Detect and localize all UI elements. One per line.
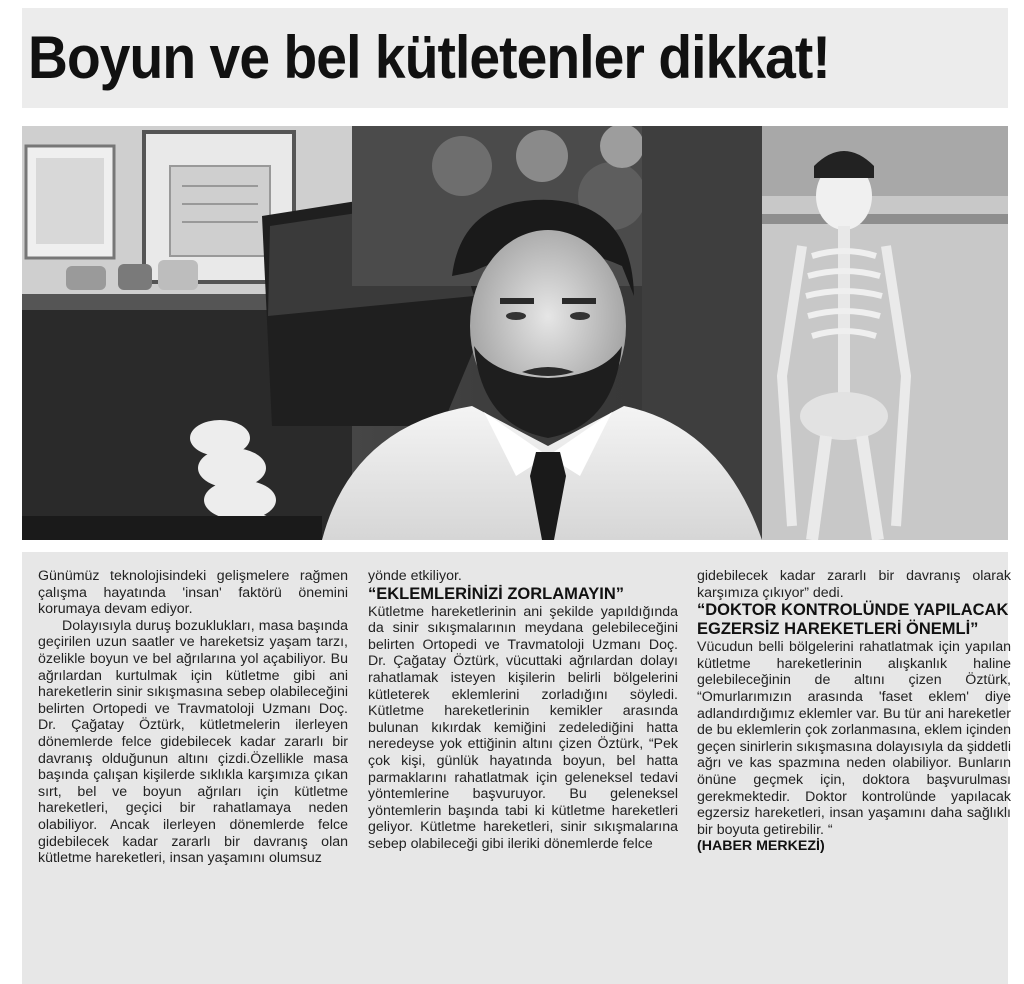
photo-illustration [22, 126, 1008, 540]
subheading: “DOKTOR KONTROLÜNDE YAPILACAK EGZERSİZ HAREKETLERİ ÖNEMLİ” [697, 601, 1009, 639]
author-credit: (HABER MERKEZİ) [697, 838, 825, 855]
headline: Boyun ve bel kütletenler dikkat! [28, 24, 830, 91]
paragraph: Kütletme hareketlerinin ani şekilde yapıldığında da sinir sıkışmalarının meydana gelebileceğini belirten Ortopedi ve Travmatoloji Uzmanı Doç. Dr. Çağatay Öztürk, vücuttaki ağrılardan dolayı rahatlamak isteyen kişilerin belirli bölgelerini kütleterek eklemlerini zorladığını söyledi. Kütletme hareketlerinin kemikler arasında bulunan kıkırdak kemiğini zedelediğini hatta neredeyse yok ettiğinin altını çizen Öztürk, “Pek çok kişi, günlük hayatında boyun, bel hatta parmaklarını rahatlatmak için geleneksel tedavi yöntemlerine başvuruyor. Bu geleneksel yöntemlerin başında tabi ki kütletme hareketleri geliyor. Kütletme hareketleri, sinir sıkışmalarına sebep olabileceği gibi ileriki dönemlerde felce [368, 603, 678, 852]
paragraph: Vücudun belli bölgelerini rahatlatmak için yapılan kütletme hareketlerinin alışkanlık haline gelebileceğinin de altını çizen Öztürk, “Omurlarımızın arasında 'faset eklem' diye adlandırdığımız eklemler var. Bu tür ani hareketler de bu eklemlerin çok zorlanmasına, eklem içinden geçen sinirlerin sıkışmasına dolayısıyla da şiddetli ağrı ve kas spazmına neden olabiliyor. Bunların önüne geçmek için, doktora başvurulması gerekmektedir. Doktor kontrolünde yapılacak egzersiz hareketleri, insan yaşamını daha sağlıklı bir boyuta getirebilir. “ [697, 639, 1011, 838]
paragraph: yönde etkiliyor. [368, 568, 462, 584]
subheading: “EKLEMLERİNİZİ ZORLAMAYIN” [368, 584, 625, 603]
article-column-3 [697, 568, 1011, 982]
article-column-1 [38, 568, 348, 982]
paragraph: Günümüz teknolojisindeki gelişmelere rağmen çalışma hayatında 'insan' faktörü önemini korumaya devam ediyor. [38, 568, 348, 618]
article-column-2 [368, 568, 678, 982]
paragraph: Dolayısıyla duruş bozuklukları, masa başında geçirilen uzun saatler ve hareketsiz yaşam tarzı, özelikle boyun ve bel ağrılarına yol açabiliyor. Bu ağrılardan kurtulmak için kütletme gibi ani hareketlerin sinir sıkışmasına sebep olabileceğini belirten Ortopedi ve Travmatoloji Uzmanı Doç. Dr. Çağatay Öztürk, kütletmelerin ilerleyen dönemlerde felce gidebilecek kadar zararlı bir davranış olduğunun altını çizdi.Özellikle masa başında çalışan kişilerde sıklıkla karşımıza çıkan sırt, bel ve boyun ağrıları için kütletme hareketleri, geçici bir rahatlamaya neden olabiliyor. Ancak ilerleyen dönemlerde felce gidebilecek kadar zararlı bir davranış olan kütletme hareketleri, insan yaşamını olumsuz [38, 617, 348, 867]
article-photo [22, 126, 1008, 540]
paragraph: gidebilecek kadar zararlı bir davranış olarak karşımıza çıkıyor” dedi. [697, 568, 1011, 601]
